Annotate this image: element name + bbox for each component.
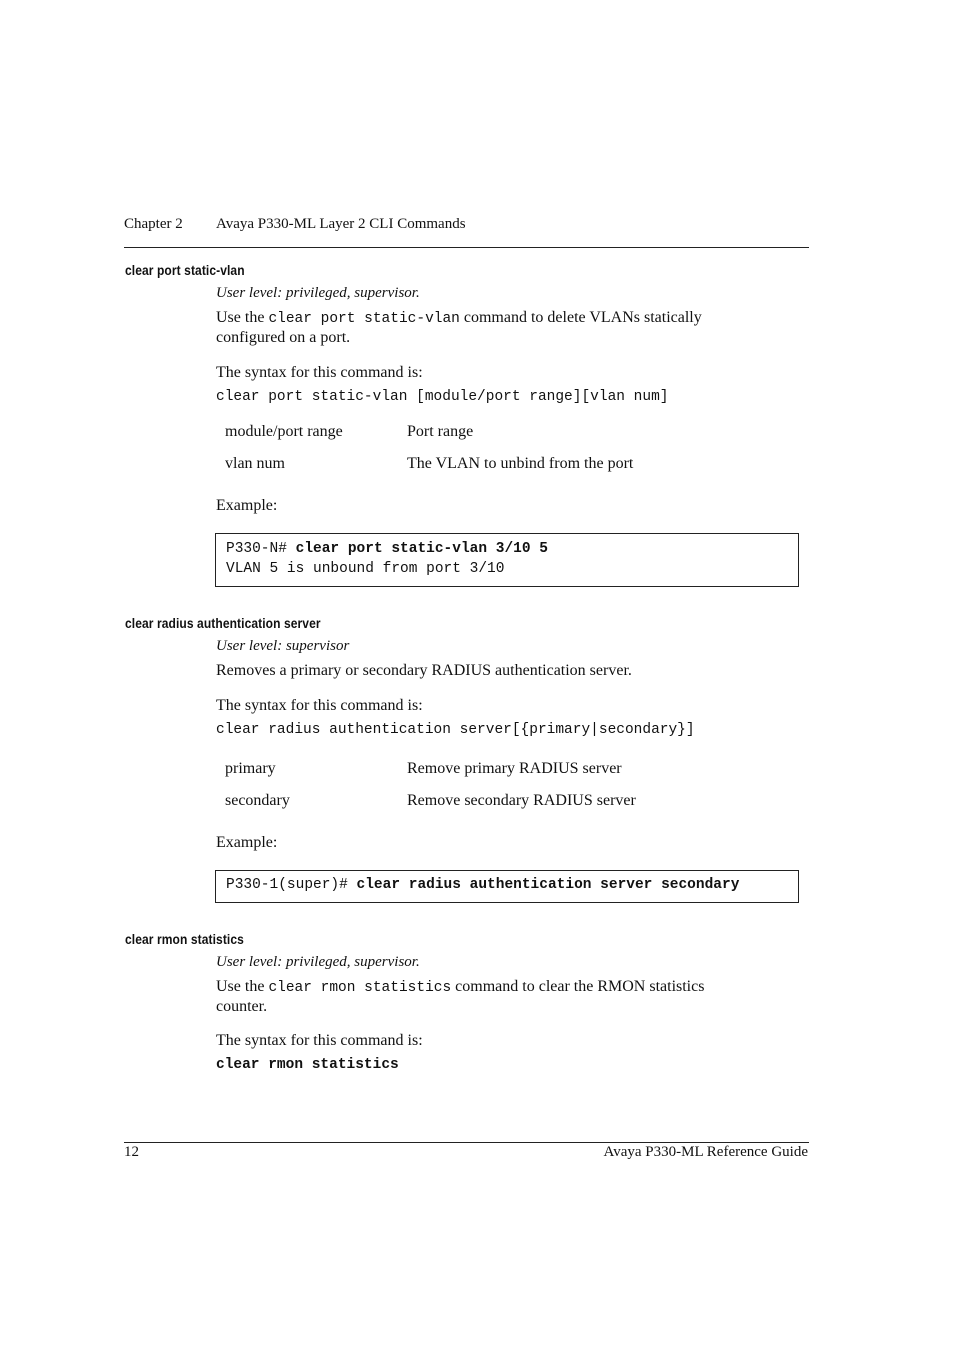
example-label: Example: xyxy=(216,834,278,851)
param-desc: The VLAN to unbind from the port xyxy=(407,455,634,472)
syntax-line: clear rmon statistics xyxy=(216,1057,399,1073)
section-heading-clear-rmon-statistics: clear rmon statistics xyxy=(125,931,244,947)
example-command: clear radius authentication server secondary xyxy=(356,877,740,893)
description-line-2: configured on a port. xyxy=(216,329,351,346)
running-header-title: Avaya P330-ML Layer 2 CLI Commands xyxy=(216,216,466,232)
syntax-intro: The syntax for this command is: xyxy=(216,1032,423,1049)
description-line-1 xyxy=(216,978,704,996)
footer-rule xyxy=(124,1142,809,1143)
syntax-intro: The syntax for this command is: xyxy=(216,697,423,714)
user-level-text: User level: supervisor xyxy=(216,638,350,654)
inline-command: clear rmon statistics xyxy=(268,980,452,996)
header-rule xyxy=(124,247,809,248)
example-line-1 xyxy=(226,541,548,557)
description-text: command to clear the RMON statistics xyxy=(451,978,705,995)
param-desc: Remove primary RADIUS server xyxy=(407,760,622,777)
param-desc: Port range xyxy=(407,423,474,440)
user-level-text: User level: privileged, supervisor. xyxy=(216,954,420,970)
example-output: VLAN 5 is unbound from port 3/10 xyxy=(226,561,505,577)
inline-command: clear port static-vlan xyxy=(268,311,460,327)
example-line-1 xyxy=(226,877,739,893)
example-code-box xyxy=(215,870,799,903)
param-name: module/port range xyxy=(225,423,343,440)
example-label: Example: xyxy=(216,497,278,514)
param-name: vlan num xyxy=(225,455,285,472)
example-command: clear port static-vlan 3/10 5 xyxy=(295,541,548,557)
description-text: Use the xyxy=(216,978,269,995)
param-desc: Remove secondary RADIUS server xyxy=(407,792,636,809)
syntax-line: clear port static-vlan [module/port range][vlan num] xyxy=(216,389,669,405)
footer-guide-title: Avaya P330-ML Reference Guide xyxy=(603,1144,808,1160)
syntax-intro: The syntax for this command is: xyxy=(216,364,423,381)
running-header-chapter: Chapter 2 xyxy=(124,216,183,232)
syntax-line: clear radius authentication server[{primary|secondary}] xyxy=(216,722,695,738)
example-prompt: P330-N# xyxy=(226,541,296,557)
example-code-box xyxy=(215,533,799,587)
description-line-2: counter. xyxy=(216,998,268,1015)
description-text: command to delete VLANs statically xyxy=(459,309,702,326)
description-text: Use the xyxy=(216,309,269,326)
section-heading-clear-radius-authentication-server: clear radius authentication server xyxy=(125,615,321,631)
section-heading-clear-port-static-vlan: clear port static-vlan xyxy=(125,262,245,278)
page-number: 12 xyxy=(124,1144,139,1160)
example-prompt: P330-1(super)# xyxy=(226,877,357,893)
param-name: primary xyxy=(225,760,276,777)
description-line-1 xyxy=(216,309,702,327)
description-line-1: Removes a primary or secondary RADIUS authentication server. xyxy=(216,662,632,679)
param-name: secondary xyxy=(225,792,290,809)
user-level-text: User level: privileged, supervisor. xyxy=(216,285,420,301)
